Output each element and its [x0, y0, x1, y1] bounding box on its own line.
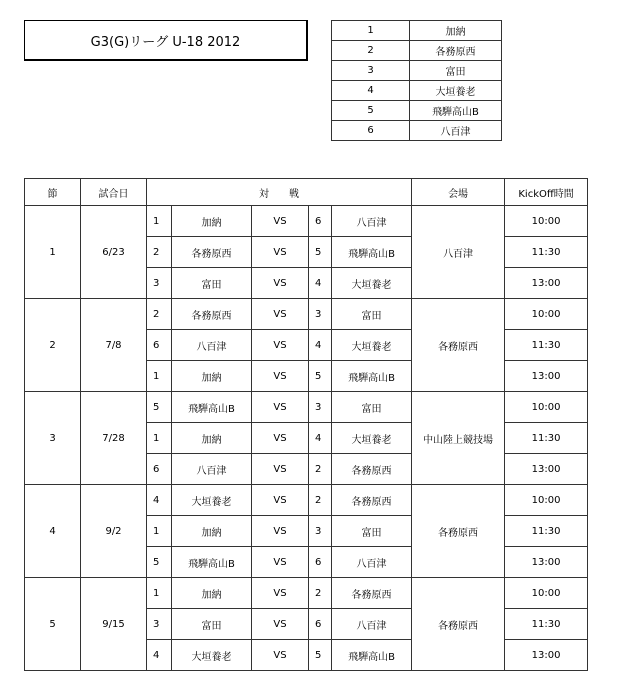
home-team-number: 5 [147, 547, 172, 578]
team-row [332, 21, 502, 41]
home-team-number: 6 [147, 330, 172, 361]
vs-label: VS [252, 237, 309, 268]
match-row [25, 485, 588, 516]
team-name: 八百津 [410, 121, 502, 141]
home-team: 大垣養老 [172, 640, 252, 671]
vs-label: VS [252, 268, 309, 299]
team-number: 3 [332, 61, 410, 81]
team-name: 加納 [410, 21, 502, 41]
vs-label: VS [252, 485, 309, 516]
away-team: 大垣養老 [332, 423, 412, 454]
kickoff-time: 11:30 [505, 237, 588, 268]
team-name: 富田 [410, 61, 502, 81]
match-row [25, 578, 588, 609]
header-date: 試合日 [81, 179, 147, 206]
away-team-number: 2 [309, 454, 332, 485]
home-team: 各務原西 [172, 237, 252, 268]
team-number: 6 [332, 121, 410, 141]
vs-label: VS [252, 640, 309, 671]
away-team: 八百津 [332, 547, 412, 578]
home-team-number: 4 [147, 640, 172, 671]
home-team-number: 1 [147, 361, 172, 392]
match-date: 9/2 [81, 485, 147, 578]
team-name: 各務原西 [410, 41, 502, 61]
vs-label: VS [252, 609, 309, 640]
away-team-number: 3 [309, 516, 332, 547]
venue: 中山陸上競技場 [412, 392, 505, 485]
kickoff-time: 10:00 [505, 485, 588, 516]
home-team-number: 2 [147, 299, 172, 330]
home-team: 八百津 [172, 330, 252, 361]
away-team-number: 6 [309, 206, 332, 237]
home-team: 飛騨高山B [172, 547, 252, 578]
away-team: 飛騨高山B [332, 361, 412, 392]
team-name: 飛騨高山B [410, 101, 502, 121]
team-number: 4 [332, 81, 410, 101]
away-team: 富田 [332, 392, 412, 423]
vs-label: VS [252, 392, 309, 423]
away-team: 八百津 [332, 206, 412, 237]
away-team: 飛騨高山B [332, 640, 412, 671]
round-number: 3 [25, 392, 81, 485]
home-team: 加納 [172, 578, 252, 609]
home-team: 各務原西 [172, 299, 252, 330]
match-row [25, 392, 588, 423]
round-number: 1 [25, 206, 81, 299]
match-row [25, 299, 588, 330]
team-name: 大垣養老 [410, 81, 502, 101]
kickoff-time: 10:00 [505, 299, 588, 330]
header-venue: 会場 [412, 179, 505, 206]
header-round: 節 [25, 179, 81, 206]
vs-label: VS [252, 330, 309, 361]
home-team-number: 1 [147, 206, 172, 237]
vs-label: VS [252, 361, 309, 392]
away-team-number: 3 [309, 299, 332, 330]
match-date: 9/15 [81, 578, 147, 671]
away-team: 各務原西 [332, 578, 412, 609]
away-team-number: 3 [309, 392, 332, 423]
away-team-number: 4 [309, 423, 332, 454]
away-team: 富田 [332, 299, 412, 330]
match-row [25, 206, 588, 237]
kickoff-time: 10:00 [505, 578, 588, 609]
kickoff-time: 13:00 [505, 547, 588, 578]
round-number: 5 [25, 578, 81, 671]
home-team-number: 5 [147, 392, 172, 423]
round-number: 4 [25, 485, 81, 578]
team-number: 5 [332, 101, 410, 121]
away-team: 八百津 [332, 609, 412, 640]
home-team: 大垣養老 [172, 485, 252, 516]
away-team-number: 6 [309, 547, 332, 578]
kickoff-time: 11:30 [505, 609, 588, 640]
team-row [332, 61, 502, 81]
away-team: 各務原西 [332, 485, 412, 516]
away-team-number: 5 [309, 237, 332, 268]
home-team-number: 1 [147, 578, 172, 609]
home-team: 飛騨高山B [172, 392, 252, 423]
vs-label: VS [252, 206, 309, 237]
home-team-number: 3 [147, 268, 172, 299]
header-row [25, 179, 588, 206]
home-team-number: 3 [147, 609, 172, 640]
match-date: 6/23 [81, 206, 147, 299]
vs-label: VS [252, 578, 309, 609]
team-row [332, 121, 502, 141]
home-team-number: 1 [147, 423, 172, 454]
venue: 各務原西 [412, 485, 505, 578]
home-team-number: 2 [147, 237, 172, 268]
vs-label: VS [252, 516, 309, 547]
home-team: 加納 [172, 206, 252, 237]
kickoff-time: 13:00 [505, 361, 588, 392]
away-team-number: 5 [309, 361, 332, 392]
home-team-number: 6 [147, 454, 172, 485]
away-team: 各務原西 [332, 454, 412, 485]
venue: 八百津 [412, 206, 505, 299]
home-team: 加納 [172, 516, 252, 547]
vs-label: VS [252, 547, 309, 578]
schedule-table [24, 178, 588, 671]
header-kickoff: KickOff時間 [505, 179, 588, 206]
vs-label: VS [252, 299, 309, 330]
away-team-number: 6 [309, 609, 332, 640]
home-team: 加納 [172, 423, 252, 454]
away-team: 大垣養老 [332, 268, 412, 299]
venue: 各務原西 [412, 299, 505, 392]
kickoff-time: 11:30 [505, 330, 588, 361]
home-team-number: 4 [147, 485, 172, 516]
page-title: G3(G)リーグ U-18 2012 [24, 20, 308, 61]
home-team: 加納 [172, 361, 252, 392]
team-row [332, 101, 502, 121]
kickoff-time: 11:30 [505, 516, 588, 547]
kickoff-time: 10:00 [505, 392, 588, 423]
home-team: 富田 [172, 268, 252, 299]
away-team-number: 2 [309, 485, 332, 516]
vs-label: VS [252, 454, 309, 485]
away-team: 大垣養老 [332, 330, 412, 361]
home-team: 八百津 [172, 454, 252, 485]
team-number: 1 [332, 21, 410, 41]
away-team: 富田 [332, 516, 412, 547]
team-list [331, 20, 502, 141]
team-row [332, 41, 502, 61]
away-team: 飛騨高山B [332, 237, 412, 268]
match-date: 7/28 [81, 392, 147, 485]
kickoff-time: 13:00 [505, 640, 588, 671]
venue: 各務原西 [412, 578, 505, 671]
header-match: 対 戦 [147, 179, 412, 206]
away-team-number: 2 [309, 578, 332, 609]
away-team-number: 5 [309, 640, 332, 671]
team-number: 2 [332, 41, 410, 61]
team-row [332, 81, 502, 101]
away-team-number: 4 [309, 268, 332, 299]
away-team-number: 4 [309, 330, 332, 361]
match-date: 7/8 [81, 299, 147, 392]
home-team-number: 1 [147, 516, 172, 547]
kickoff-time: 13:00 [505, 454, 588, 485]
kickoff-time: 13:00 [505, 268, 588, 299]
vs-label: VS [252, 423, 309, 454]
kickoff-time: 11:30 [505, 423, 588, 454]
home-team: 富田 [172, 609, 252, 640]
round-number: 2 [25, 299, 81, 392]
kickoff-time: 10:00 [505, 206, 588, 237]
